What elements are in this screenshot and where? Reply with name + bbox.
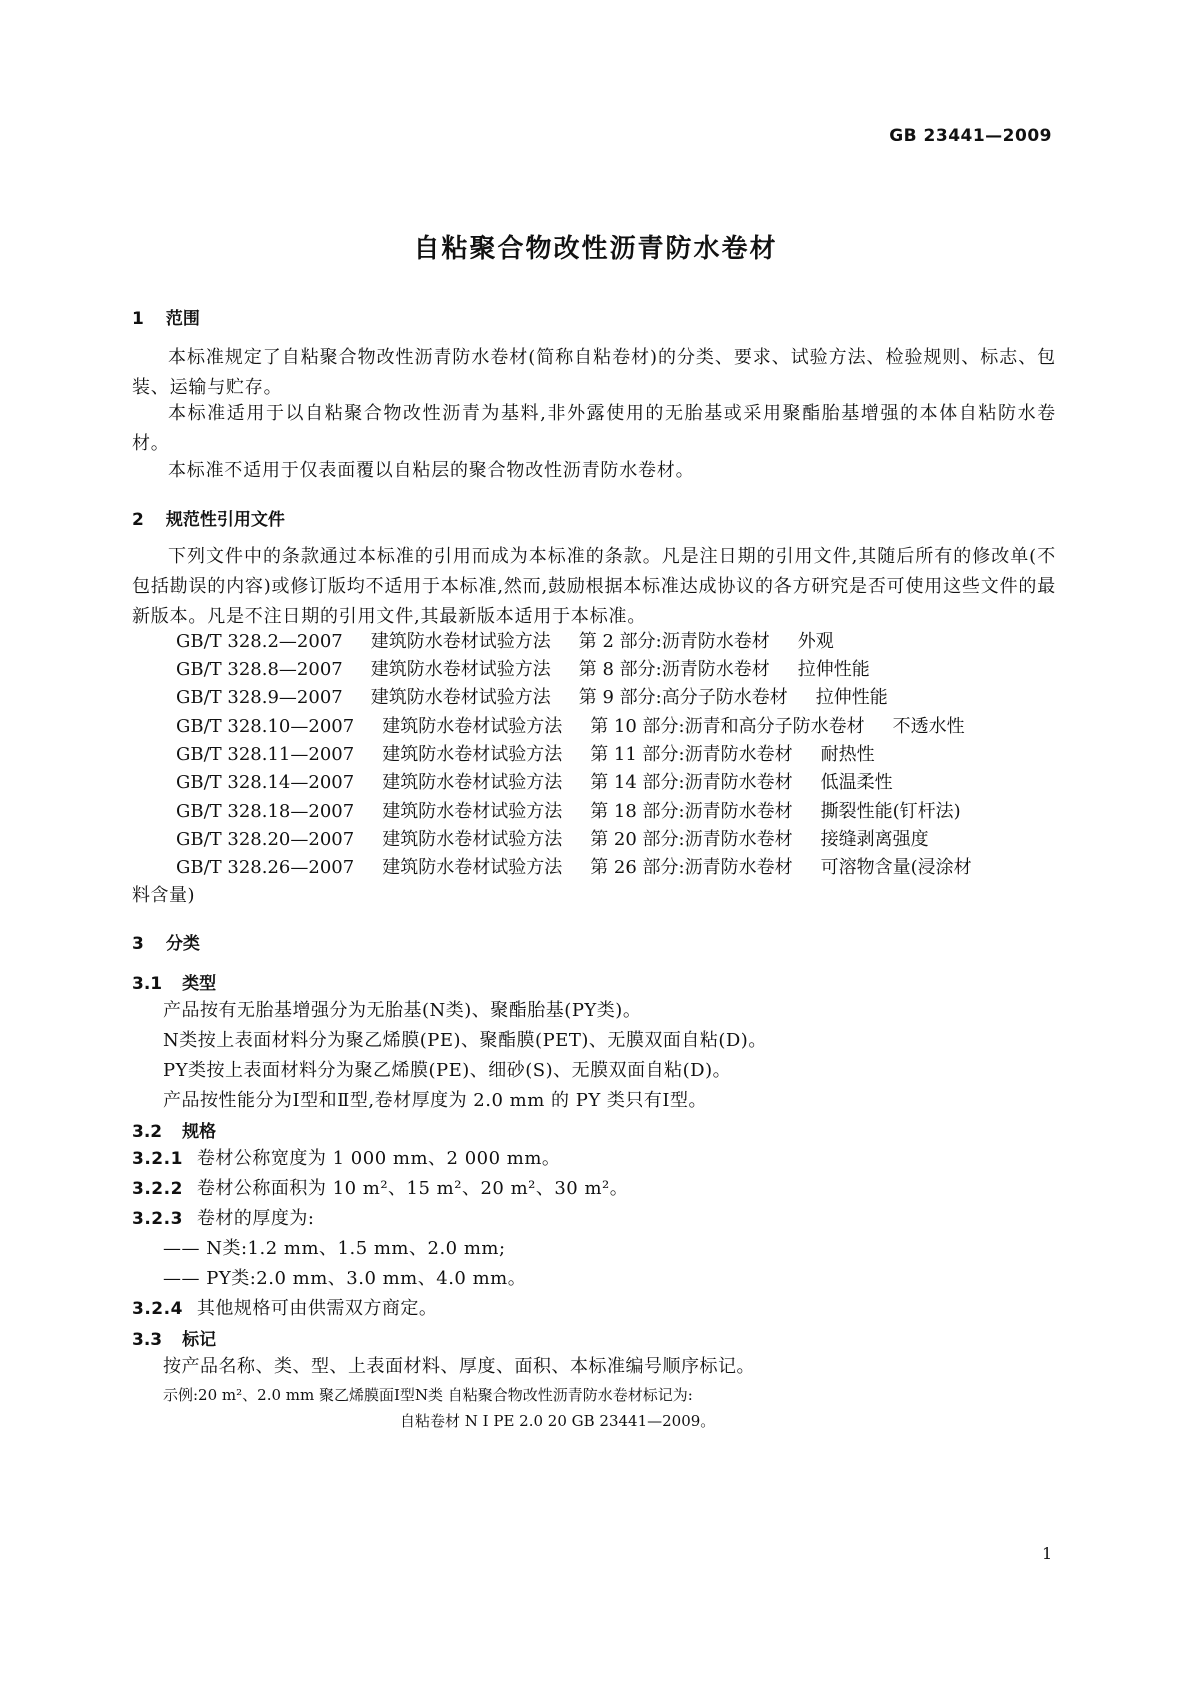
reference-continuation: 料含量)	[132, 885, 196, 906]
reference-item: 不透水性	[892, 716, 965, 737]
subsection-3-2-heading	[132, 1117, 1056, 1142]
reference-part: 第 18 部分:沥青防水卷材	[590, 801, 793, 822]
reference-code: GB/T 328.8—2007	[176, 659, 343, 680]
subsection-number: 3.3	[132, 1330, 163, 1350]
reference-item	[176, 655, 870, 681]
reference-name: 建筑防水卷材试验方法	[382, 857, 563, 878]
clause-text: 卷材公称宽度为 1 000 mm、2 000 mm。	[196, 1148, 561, 1169]
reference-item	[176, 740, 875, 766]
marking-result: 自粘卷材 N Ⅰ PE 2.0 20 GB 23441—2009。	[400, 1412, 716, 1430]
section-number: 1	[132, 309, 144, 329]
section-title: 规范性引用文件	[165, 510, 285, 530]
marking-text: 按产品名称、类、型、上表面材料、厚度、面积、本标准编号顺序标记。	[163, 1356, 755, 1377]
reference-item	[176, 825, 929, 851]
clause-text: 卷材公称面积为 10 m²、15 m²、20 m²、30 m²。	[196, 1178, 629, 1199]
type-line-1: 产品按有无胎基增强分为无胎基(N类)、聚酯胎基(PY类)。	[163, 1000, 642, 1021]
reference-name: 建筑防水卷材试验方法	[382, 829, 563, 850]
reference-item: 撕裂性能(钉杆法)	[820, 801, 961, 822]
thickness-py: —— PY类:2.0 mm、3.0 mm、4.0 mm。	[163, 1268, 527, 1289]
reference-item: 外观	[797, 631, 834, 652]
standard-code: GB 23441—2009	[889, 126, 1052, 146]
section-2-intro: 下列文件中的条款通过本标准的引用而成为本标准的条款。凡是注日期的引用文件,其随后所有的修改单(不包括勘误的内容)或修订版均不适用于本标准,然而,鼓励根据本标准达成协议的各方研究是否可使用这些文件的最新版本。凡是不注日期的引用文件,其最新版本适用于本标准。	[132, 546, 1056, 627]
reference-item	[176, 712, 965, 738]
section-2-heading	[132, 505, 1056, 530]
reference-name: 建筑防水卷材试验方法	[382, 772, 563, 793]
reference-part: 第 26 部分:沥青防水卷材	[590, 857, 793, 878]
reference-item: 接缝剥离强度	[820, 829, 929, 850]
reference-code: GB/T 328.11—2007	[176, 744, 355, 765]
reference-part: 第 2 部分:沥青防水卷材	[578, 631, 770, 652]
page-title: 自粘聚合物改性沥青防水卷材	[413, 234, 778, 264]
reference-name: 建筑防水卷材试验方法	[382, 744, 563, 765]
reference-name: 建筑防水卷材试验方法	[370, 631, 551, 652]
reference-item: 拉伸性能	[815, 687, 888, 708]
reference-item	[176, 768, 893, 794]
reference-name: 建筑防水卷材试验方法	[382, 801, 563, 822]
clause-text: 其他规格可由供需双方商定。	[196, 1298, 438, 1319]
reference-item: 耐热性	[820, 744, 875, 765]
reference-part: 第 10 部分:沥青和高分子防水卷材	[590, 716, 865, 737]
type-line-3: PY类按上表面材料分为聚乙烯膜(PE)、细砂(S)、无膜双面自粘(D)。	[163, 1060, 732, 1081]
subsection-title: 类型	[182, 974, 217, 994]
clause-number: 3.2.2	[132, 1179, 183, 1199]
reference-code: GB/T 328.18—2007	[176, 801, 355, 822]
clause-number: 3.2.4	[132, 1299, 183, 1319]
section-1-heading	[132, 304, 1056, 329]
reference-item: 低温柔性	[820, 772, 893, 793]
section-1-paragraph-3: 本标准不适用于仅表面覆以自粘层的聚合物改性沥青防水卷材。	[168, 460, 695, 481]
reference-name: 建筑防水卷材试验方法	[382, 716, 563, 737]
reference-code: GB/T 328.10—2007	[176, 716, 355, 737]
subsection-3-1-heading	[132, 969, 1056, 994]
section-number: 3	[132, 934, 144, 954]
type-line-2: N类按上表面材料分为聚乙烯膜(PE)、聚酯膜(PET)、无膜双面自粘(D)。	[163, 1030, 767, 1051]
subsection-3-3-heading	[132, 1325, 1056, 1350]
reference-code: GB/T 328.2—2007	[176, 631, 343, 652]
clause-3-2-1	[132, 1144, 560, 1170]
reference-item: 可溶物含量(浸涂材	[820, 857, 972, 878]
section-1-paragraph-1: 本标准规定了自粘聚合物改性沥青防水卷材(简称自粘卷材)的分类、要求、试验方法、检验规则、标志、包装、运输与贮存。	[132, 347, 1056, 398]
section-3-heading	[132, 929, 1056, 954]
reference-item	[176, 797, 961, 823]
section-1-paragraph-2: 本标准适用于以自粘聚合物改性沥青为基料,非外露使用的无胎基或采用聚酯胎基增强的本体自粘防水卷材。	[132, 403, 1056, 454]
reference-item	[176, 627, 834, 653]
reference-item	[176, 683, 888, 709]
reference-part: 第 8 部分:沥青防水卷材	[578, 659, 770, 680]
reference-part: 第 9 部分:高分子防水卷材	[578, 687, 788, 708]
reference-part: 第 11 部分:沥青防水卷材	[590, 744, 793, 765]
section-title: 分类	[165, 934, 200, 954]
clause-3-2-3	[132, 1204, 314, 1230]
reference-item	[176, 853, 972, 879]
reference-code: GB/T 328.26—2007	[176, 857, 355, 878]
reference-part: 第 20 部分:沥青防水卷材	[590, 829, 793, 850]
reference-code: GB/T 328.14—2007	[176, 772, 355, 793]
section-title: 范围	[165, 309, 200, 329]
reference-name: 建筑防水卷材试验方法	[370, 659, 551, 680]
reference-item: 拉伸性能	[797, 659, 870, 680]
subsection-number: 3.1	[132, 974, 163, 994]
subsection-number: 3.2	[132, 1122, 163, 1142]
reference-code: GB/T 328.20—2007	[176, 829, 355, 850]
subsection-title: 规格	[182, 1122, 217, 1142]
type-line-4: 产品按性能分为Ⅰ型和Ⅱ型,卷材厚度为 2.0 mm 的 PY 类只有Ⅰ型。	[163, 1090, 708, 1111]
clause-3-2-2	[132, 1174, 628, 1200]
reference-code: GB/T 328.9—2007	[176, 687, 343, 708]
marking-example: 示例:20 m²、2.0 mm 聚乙烯膜面Ⅰ型N类 自粘聚合物改性沥青防水卷材标记为:	[163, 1386, 693, 1404]
thickness-n: —— N类:1.2 mm、1.5 mm、2.0 mm;	[163, 1238, 506, 1259]
section-number: 2	[132, 510, 144, 530]
clause-number: 3.2.1	[132, 1149, 183, 1169]
subsection-title: 标记	[182, 1330, 217, 1350]
page-number: 1	[1042, 1544, 1053, 1563]
clause-text: 卷材的厚度为:	[196, 1208, 315, 1229]
clause-number: 3.2.3	[132, 1209, 183, 1229]
clause-3-2-4	[132, 1294, 437, 1320]
reference-part: 第 14 部分:沥青防水卷材	[590, 772, 793, 793]
reference-name: 建筑防水卷材试验方法	[370, 687, 551, 708]
